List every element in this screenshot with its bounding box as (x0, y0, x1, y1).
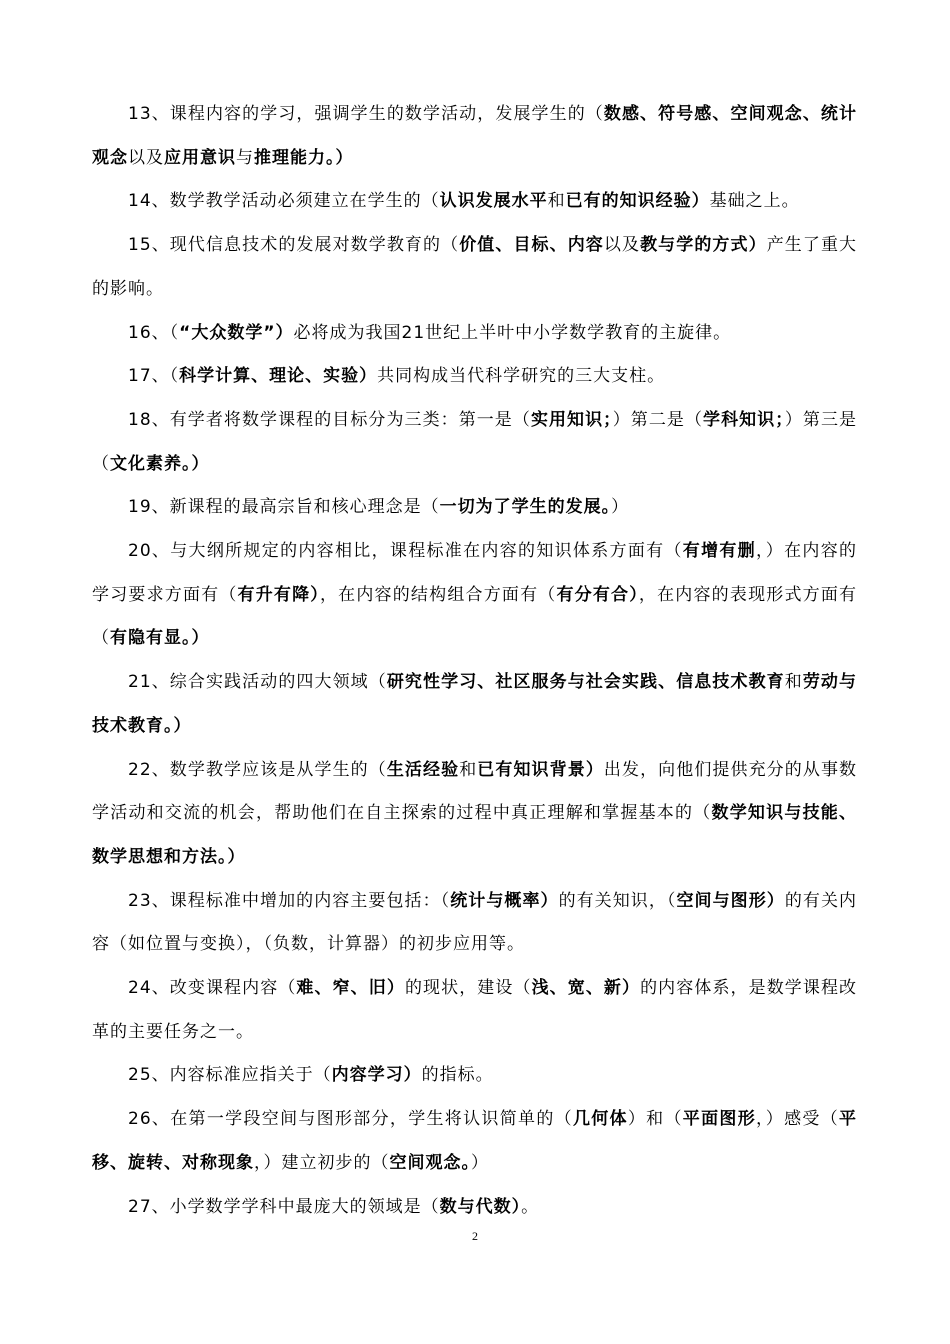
answer-text: “大众数学”） (179, 322, 294, 343)
answer-text: 认识发展水平 (439, 191, 548, 212)
question-text: ，）感受（ (756, 1109, 840, 1130)
answer-text: 教与学的方式） (640, 235, 767, 256)
answer-text: 平移、旋转、对称现象 (92, 1109, 858, 1173)
question-text: 的有关知识，（ (558, 890, 677, 911)
question-text: 16、（ (128, 322, 180, 343)
answer-text: 平面图形 (682, 1109, 756, 1130)
question-paragraph (92, 661, 857, 748)
question-text: 20、与大纲所规定的内容相比，课程标准在内容的知识体系方面有（ (128, 541, 683, 562)
question-text: 以及 (128, 147, 164, 168)
question-text: 21、综合实践活动的四大领域（ (128, 672, 387, 693)
question-text: 与 (236, 147, 254, 168)
answer-text: 有增有删 (682, 541, 756, 562)
question-paragraph (92, 399, 857, 486)
question-text: 和 (547, 191, 566, 212)
answer-text: 实用知识； (530, 409, 613, 430)
question-text: 14、数学教学活动必须建立在学生的（ (128, 191, 440, 212)
question-text: 必将成为我国21世纪上半叶中小学数学教育的主旋律。 (293, 322, 732, 343)
answer-text: 有升有降） (237, 584, 320, 605)
question-text: 的现状，建设（ (404, 978, 532, 999)
answer-text: 有隐有显。） (110, 628, 210, 649)
answer-text: 空间观念。 (389, 1152, 471, 1173)
answer-text: 有分有合） (556, 584, 639, 605)
answer-text: 数与代数） (439, 1196, 522, 1217)
answer-text: 难、窄、旧） (296, 978, 405, 999)
question-text: 27、小学数学学科中最庞大的领域是（ (128, 1196, 440, 1217)
question-paragraph (92, 180, 857, 224)
answer-text: 价值、目标、内容 (459, 235, 604, 256)
question-text: 24、改变课程内容（ (128, 978, 297, 999)
answer-text: 推理能力。） (254, 147, 354, 168)
answer-text: 数学知识与技能、数学思想和方法。） (92, 803, 858, 867)
question-paragraph (92, 93, 857, 180)
question-paragraph (92, 1186, 857, 1230)
answer-text: 数感、符号感、空间观念、统计观念 (92, 104, 857, 168)
question-text: ） (471, 1152, 489, 1173)
question-text: ） (611, 497, 630, 518)
answer-text: 内容学习） (331, 1065, 422, 1086)
question-text: ，在内容的结构组合方面有（ (319, 584, 557, 605)
question-text: 产生了重大的影响。 (92, 235, 858, 299)
question-text: 17、（ (128, 366, 180, 387)
answer-text: 一切为了学生的发展。 (439, 497, 612, 518)
question-text: 25、内容标准应指关于（ (128, 1065, 332, 1086)
question-text: 和 (784, 672, 803, 693)
answer-text: 科学计算、理论、实验） (179, 366, 378, 387)
question-paragraph (92, 1098, 857, 1185)
answer-text: 劳动与技术教育。） (92, 672, 858, 736)
question-text: 出发，向他们提供充分的从事数学活动和交流的机会，帮助他们在自主探索的过程中真正理解和掌握基本的（ (92, 759, 858, 824)
question-text: 13、课程内容的学习，强调学生的数学活动，发展学生的（ (128, 104, 604, 124)
question-paragraph (92, 880, 857, 967)
answer-text: 空间与图形） (676, 890, 785, 911)
question-text: 和 (459, 759, 478, 780)
question-paragraph (92, 967, 857, 1054)
question-text: ）第三是（ (92, 409, 858, 474)
answer-text: 已有知识背景） (477, 759, 604, 780)
answer-text: 文化素养。） (110, 453, 210, 474)
question-paragraph (92, 312, 857, 356)
question-text: 基础之上。 (709, 191, 800, 212)
question-text: 共同构成当代科学研究的三大支柱。 (377, 366, 666, 387)
answer-text: 几何体 (572, 1109, 628, 1130)
answer-text: 已有的知识经验） (565, 191, 710, 212)
question-text: 的指标。 (421, 1065, 494, 1086)
question-text: 的有关内容（如位置与变换），（负数，计算器）的初步应用等。 (92, 890, 858, 955)
question-text: 的内容体系，是数学课程改革的主要任务之一。 (92, 978, 858, 1042)
question-paragraph (92, 355, 857, 399)
answer-text: 生活经验 (386, 759, 460, 780)
question-text: ，）建立初步的（ (254, 1152, 390, 1173)
question-paragraph (92, 486, 857, 530)
answer-text: 统计与概率） (450, 890, 559, 911)
question-text: 23、课程标准中增加的内容主要包括：（ (128, 890, 451, 911)
question-text: 以及 (603, 235, 641, 256)
question-paragraph (92, 530, 857, 661)
answer-text: 学科知识； (703, 409, 785, 430)
question-text: ，）在内容的学习要求方面有（ (92, 541, 858, 605)
question-text: 18、有学者将数学课程的目标分为三类：第一是（ (128, 409, 531, 430)
answer-text: 浅、宽、新） (531, 978, 641, 999)
question-text: 26、在第一学段空间与图形部分，学生将认识简单的（ (128, 1109, 573, 1130)
answer-text: 研究性学习、社区服务与社会实践、信息技术教育 (386, 672, 785, 693)
question-paragraph (92, 749, 857, 880)
question-text: 。 (521, 1196, 540, 1217)
question-text: 19、新课程的最高宗旨和核心理念是（ (128, 497, 440, 518)
question-text: ，在内容的表现形式方面有（ (92, 584, 858, 649)
question-text: ）和（ (627, 1109, 683, 1130)
question-text: 15、现代信息技术的发展对数学教育的（ (128, 235, 460, 256)
document-body (92, 93, 857, 1229)
question-paragraph (92, 1054, 857, 1098)
question-text: 22、数学教学应该是从学生的（ (128, 759, 387, 780)
question-paragraph (92, 224, 857, 311)
page-number: 2 (472, 1229, 478, 1243)
answer-text: 应用意识 (164, 147, 236, 168)
question-text: ）第二是（ (612, 409, 704, 430)
